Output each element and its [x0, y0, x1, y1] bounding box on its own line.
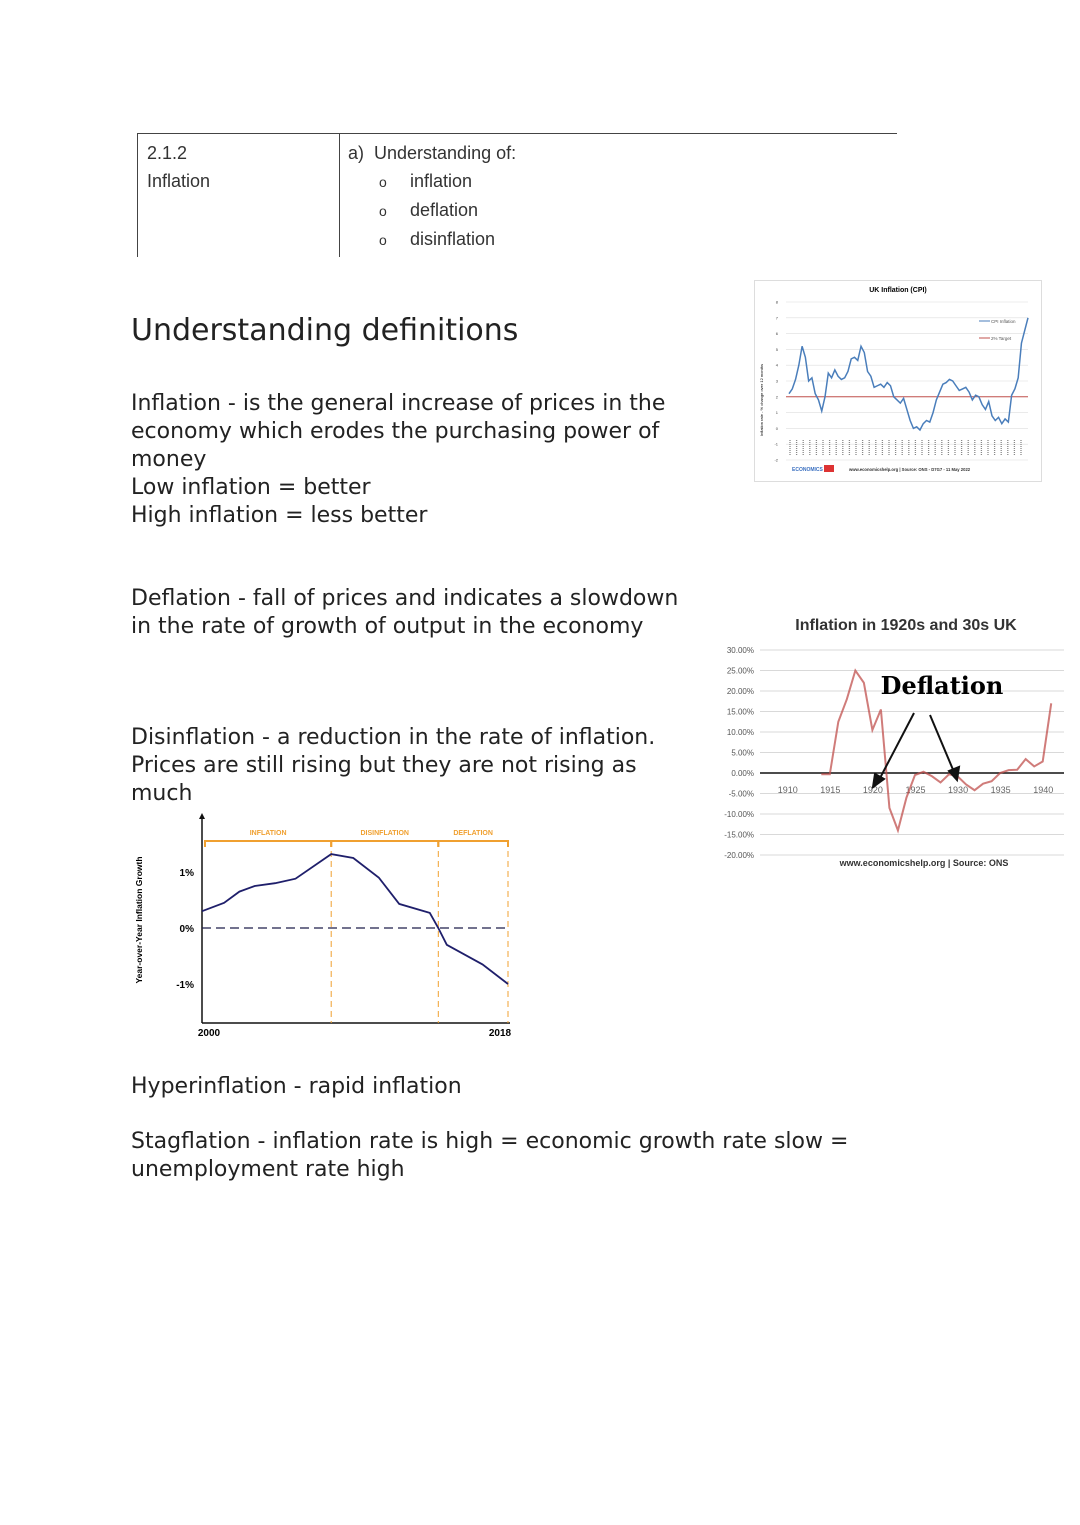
- text-line: much: [131, 781, 193, 806]
- definition-hyperinflation: [131, 1073, 711, 1101]
- uk-cpi-chart: [754, 280, 1042, 482]
- spec-item: inflation: [410, 171, 473, 191]
- table-left-border: [137, 133, 138, 257]
- y-tick-label: 0.00%: [731, 769, 754, 778]
- text-line: Stagflation - inflation rate is high = economic growth rate slow =: [131, 1129, 849, 1154]
- phase-label: DISINFLATION: [360, 830, 409, 837]
- phase-bracket: [331, 841, 438, 847]
- bullet-icon: o: [379, 203, 387, 219]
- definition-inflation: [131, 390, 711, 530]
- chart-footer: www.economicshelp.org | Source: ONS - D7G7 - 11 May 2022: [849, 467, 971, 472]
- y-tick-label: 10.00%: [726, 728, 754, 737]
- y-tick-label: 30.00%: [726, 646, 754, 655]
- phase-label: DEFLATION: [453, 830, 493, 837]
- y-tick-label: 6: [775, 331, 778, 337]
- y-axis-label: Inflation rate - % change over 12 months: [759, 363, 764, 437]
- text-line: Hyperinflation - rapid inflation: [131, 1074, 462, 1099]
- bullet-icon: o: [379, 174, 387, 190]
- y-tick-label: 8: [775, 299, 778, 305]
- y-tick-label: 20.00%: [726, 687, 754, 696]
- brand-logo-text: ECONOMICS: [792, 467, 823, 473]
- spec-item: deflation: [410, 200, 479, 220]
- legend-label: CPI Inflation: [991, 319, 1016, 324]
- y-tick-label: 0%: [179, 924, 194, 935]
- interwar-inflation-chart: [712, 610, 1068, 872]
- spec-table: [137, 133, 897, 257]
- phase-bracket: [205, 841, 331, 847]
- y-tick-label: -1%: [176, 980, 194, 991]
- x-tick-label: 1940: [1033, 785, 1054, 795]
- y-tick-label: 5.00%: [731, 748, 754, 758]
- text-line: Disinflation - a reduction in the rate of inflation.: [131, 725, 656, 750]
- y-tick-label: -20.00%: [724, 851, 754, 860]
- y-tick-label: 0: [775, 425, 778, 431]
- y-tick-label: 1: [775, 410, 778, 416]
- y-tick-label: 1%: [179, 868, 194, 879]
- text-line: money: [131, 447, 207, 472]
- text-line: Low inflation = better: [131, 475, 371, 500]
- y-tick-label: 25.00%: [726, 666, 754, 676]
- page-title: Understanding definitions: [131, 313, 519, 348]
- spec-heading: a) Understanding of:: [348, 143, 517, 163]
- x-tick-label: 1935: [990, 785, 1011, 795]
- text-line: Inflation - is the general increase of prices in the: [131, 391, 666, 416]
- chart-footer: www.economicshelp.org | Source: ONS: [839, 858, 1009, 868]
- arrow-icon: [199, 813, 205, 819]
- x-tick-label: 1930: [948, 785, 969, 795]
- text-line: Prices are still rising but they are not rising as: [131, 753, 637, 778]
- phase-label: INFLATION: [249, 830, 287, 837]
- spec-topic: Inflation: [147, 171, 211, 191]
- spec-code: 2.1.2: [147, 143, 188, 163]
- spec-item: disinflation: [410, 229, 496, 249]
- text-line: High inflation = less better: [131, 503, 428, 528]
- definition-disinflation: [131, 724, 711, 808]
- y-tick-label: 2: [775, 394, 778, 400]
- deflation-annotation: Deflation: [880, 671, 1004, 700]
- y-tick-label: 4: [775, 362, 778, 368]
- y-tick-label: 5: [775, 346, 778, 352]
- x-tick-label: 2000: [197, 1028, 221, 1039]
- definition-stagflation: [131, 1128, 931, 1184]
- text-line: unemployment rate high: [131, 1157, 405, 1182]
- text-line: economy which erodes the purchasing power of: [131, 419, 660, 444]
- y-tick-label: -2: [774, 457, 778, 463]
- y-tick-label: -1: [774, 441, 778, 447]
- phase-bracket: [438, 841, 508, 847]
- brand-logo-badge: [824, 465, 834, 472]
- text-line: in the rate of growth of output in the economy: [131, 614, 644, 639]
- y-tick-label: -10.00%: [724, 810, 754, 819]
- chart-title: UK Inflation (CPI): [869, 287, 927, 294]
- phase-diagram-chart: [125, 810, 525, 1045]
- y-tick-label: 7: [775, 315, 778, 321]
- table-divider: [339, 133, 340, 257]
- y-axis-label: Year-over-Year Inflation Growth: [134, 856, 144, 984]
- y-tick-label: 15.00%: [726, 707, 754, 717]
- y-tick-label: 3: [775, 378, 778, 384]
- text-line: Deflation - fall of prices and indicates a slowdown: [131, 586, 679, 611]
- table-top-border: [137, 133, 897, 134]
- x-tick-label: 1920: [862, 785, 883, 795]
- definition-deflation: [131, 585, 711, 641]
- bullet-icon: o: [379, 232, 387, 248]
- x-tick-label: 2018: [488, 1028, 512, 1039]
- y-tick-label: -15.00%: [724, 830, 754, 840]
- legend-label: 2% Target: [991, 336, 1012, 341]
- x-tick-label: 1915: [820, 785, 841, 795]
- y-tick-label: -5.00%: [728, 789, 754, 799]
- x-tick-label: 1910: [777, 785, 798, 795]
- chart-title: Inflation in 1920s and 30s UK: [795, 617, 1017, 634]
- inflation-line: [202, 854, 508, 984]
- x-tick-label: 1925: [905, 785, 926, 795]
